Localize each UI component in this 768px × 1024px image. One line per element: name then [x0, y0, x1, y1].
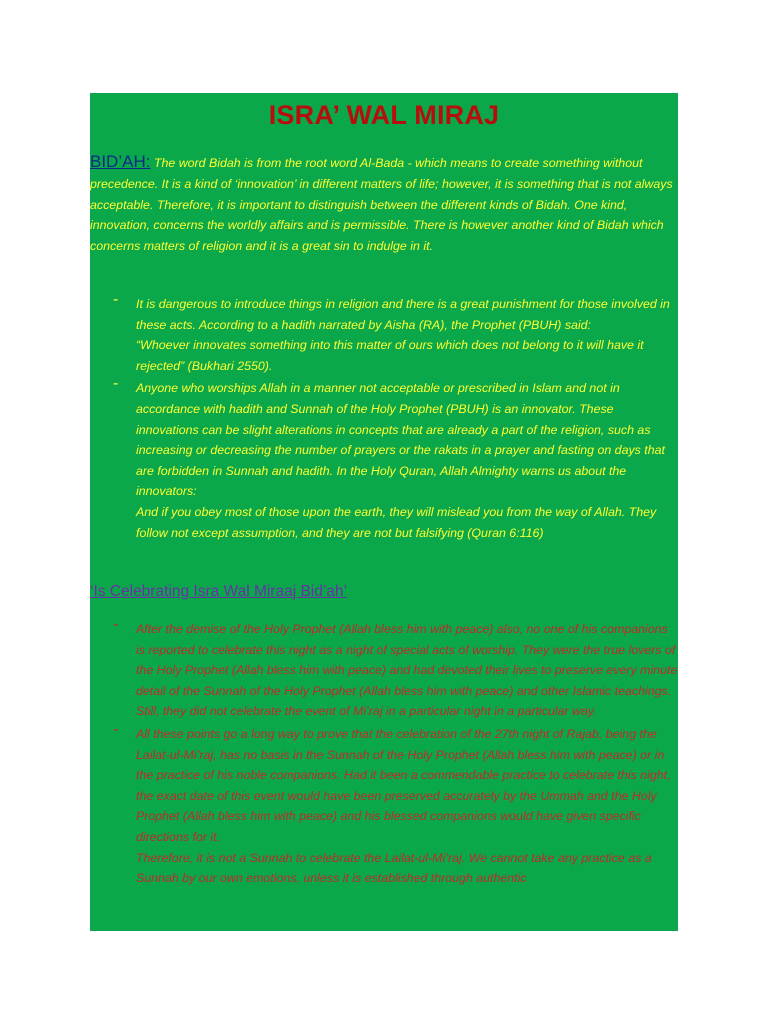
conclusion-text: Therefore, it is not a Sunnah to celebrate the Lailat-ul-Mi’raj. We cannot take any practice as a Sunnah by our own emotions, unless it is established through authentic — [136, 850, 652, 886]
section-heading: ‘Is Celebrating Isra Wal Miraaj Bid’ah’ — [90, 583, 347, 600]
intro-paragraph — [90, 152, 676, 257]
bullet-dash: - — [113, 291, 119, 308]
list-item — [90, 375, 678, 543]
celebration-bullet-list — [90, 616, 678, 891]
list-item — [90, 291, 678, 376]
bidah-label: BID’AH: — [90, 152, 151, 171]
intro-text: The word Bidah is from the root word Al-Bada - which means to create something without precedence. It is a kind of ‘innovation’ in different matters of life; however, it is something that is not always acceptable. Therefore, it is important to distinguish between the different kinds of Bidah. One kind, innovation, concerns the worldly affairs and is permissible. There is however another kind of Bidah which concerns matters of religion and it is a great sin to indulge in it. — [90, 156, 673, 254]
list-item — [90, 720, 678, 889]
bullet-text: All these points go a long way to prove that the celebration of the 27th night of Rajab, being the Lailat-ul-Mi’raj, has no basis in the Sunnah of the Holy Prophet (Allah bless him with peace) or in the practice of his noble companions. Had it been a commendable practice to celebrate this night, the exact date of this event would have been preserved accurately by the Ummah and the Holy Prophet (Allah bless him with peace) and his blessed companions would have given specific directions for it. — [136, 726, 671, 844]
hadith-quote: “Whoever innovates something into this matter of ours which does not belong to it will have it rejected” (Bukhari 2550). — [136, 338, 644, 373]
document-page — [90, 93, 678, 931]
bullet-text: It is dangerous to introduce things in religion and there is a great punishment for those involved in these acts. According to a hadith narrated by Aisha (RA), the Prophet (PBUH) said: — [136, 297, 670, 332]
list-item — [90, 616, 678, 722]
bullet-dash: - — [113, 375, 119, 393]
quran-quote: And if you obey most of those upon the earth, they will mislead you from the way of Allah. They follow not except assumption, and they are not but falsifying (Quran 6:116) — [136, 504, 657, 540]
page-title: ISRA’ WAL MIRAJ — [268, 100, 500, 130]
bullet-dash: - — [113, 616, 119, 633]
bidah-bullet-list — [90, 291, 678, 545]
bullet-dash: - — [113, 720, 119, 738]
bullet-text: After the demise of the Holy Prophet (Allah bless him with peace) also, no one of his companions is reported to celebrate this night as a night of special acts of worship. They were the true lovers of the Holy Prophet (Allah bless him with peace) and had devoted their lives to preserve every minute detail of the Sunnah of the Holy Prophet (Allah bless him with peace) and other Islamic teachings. Still, they did not celebrate the event of Mi’raj in a particular night in a particular way. — [136, 622, 678, 719]
bullet-text: Anyone who worships Allah in a manner not acceptable or prescribed in Islam and not in accordance with hadith and Sunnah of the Holy Prophet (PBUH) is an innovator. These innovations can be slight alterations in concepts that are already a part of the religion, such as increasing or decreasing the number of prayers or the rakats in a prayer and fasting on days that are forbidden in Sunnah and hadith. In the Holy Quran, Allah Almighty warns us about the innovators: — [136, 381, 665, 499]
